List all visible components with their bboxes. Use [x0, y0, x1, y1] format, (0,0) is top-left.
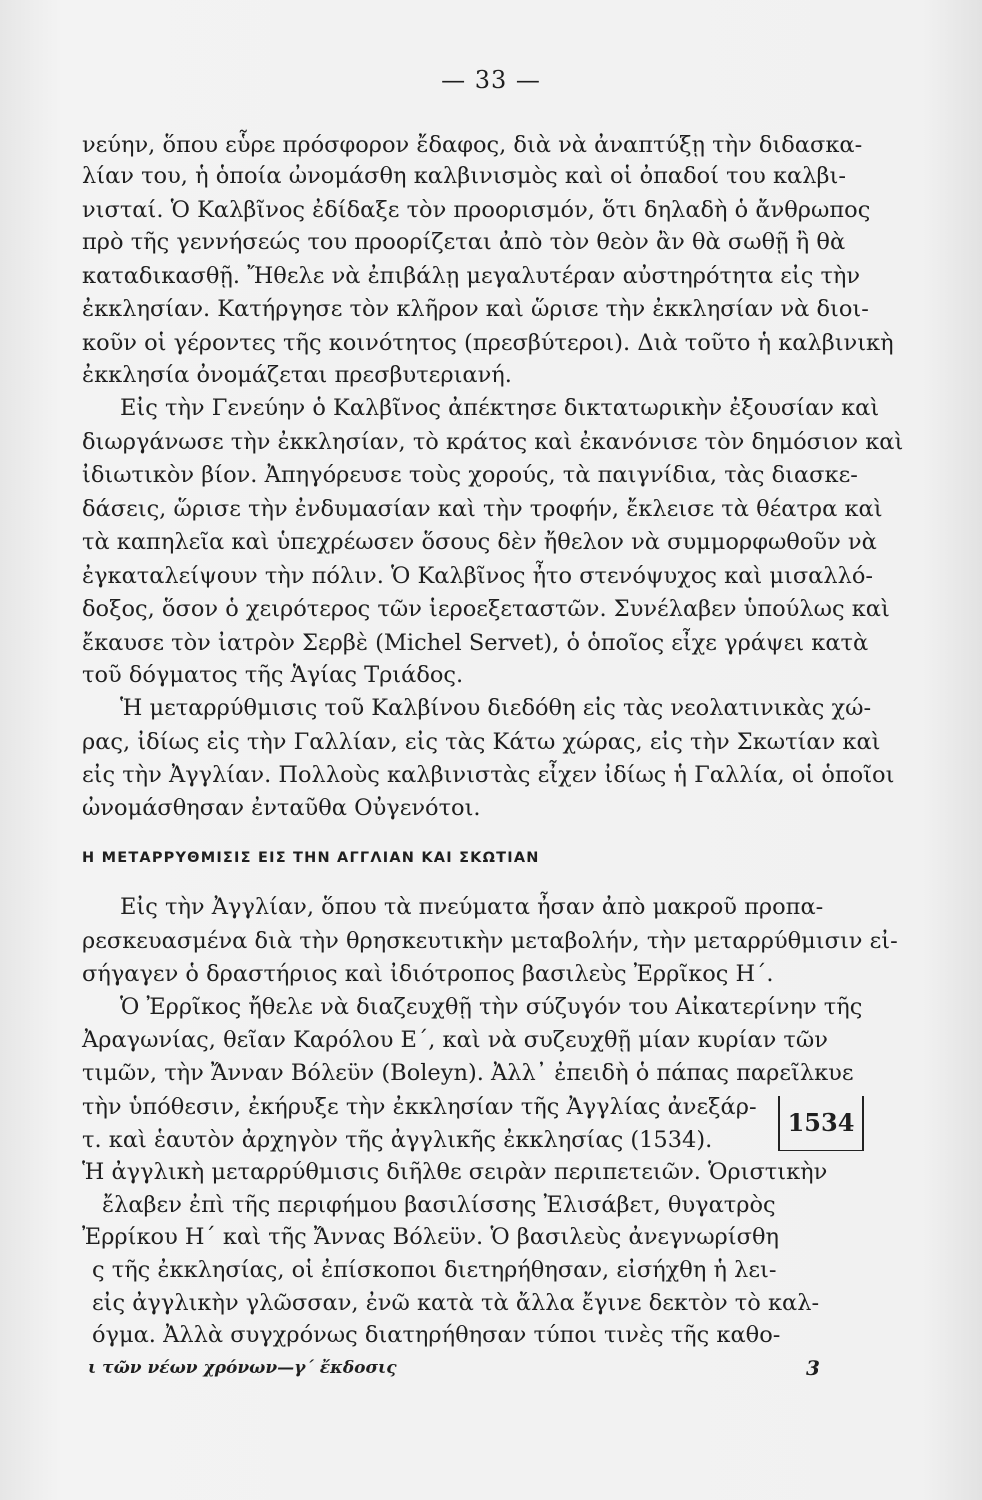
text-line: όγμα. Ἀλλὰ συγχρόνως διατηρήθησαν τύποι τινὲς τῆς καθο- [92, 1322, 781, 1348]
text-line: ρεσκευασμένα διὰ τὴν θρησκευτικὴν μεταβολήν, τὴν μεταρρύθμισιν εἰ- [82, 928, 898, 954]
text-line: Εἰς τὴν Ἀγγλίαν, ὅπου τὰ πνεύματα ἦσαν ἀπὸ μακροῦ προπα- [120, 894, 824, 920]
text-line: τὰ καπηλεῖα καὶ ὑπεχρέωσεν ὅσους δὲν ἤθελον νὰ συμμορφωθοῦν νὰ [82, 529, 877, 555]
text-line: εἰς ἀγγλικὴν γλῶσσαν, ἐνῶ κατὰ τὰ ἄλλα ἔγινε δεκτὸν τὸ καλ- [92, 1290, 820, 1316]
text-line: τιμῶν, τὴν Ἄνναν Βόλεϋν (Boleyn). Ἀλλ᾿ ἐπειδὴ ὁ πάπας παρεῖλκυε [82, 1060, 854, 1086]
text-line: ὠνομάσθησαν ἐνταῦθα Οὐγενότοι. [82, 795, 481, 821]
text-line: τοῦ δόγματος τῆς Ἁγίας Τριάδος. [82, 662, 464, 688]
signature-mark: 3 [806, 1356, 820, 1380]
text-line: δάσεις, ὥρισε τὴν ἐνδυμασίαν καὶ τὴν τροφήν, ἔκλεισε τὰ θέατρα καὶ [82, 496, 883, 522]
text-line: ἰδιωτικὸν βίον. Ἀπηγόρευσε τοὺς χορούς, τὰ παιγνίδια, τὰς διασκε- [82, 462, 858, 488]
text-line: πρὸ τῆς γεννήσεώς του προορίζεται ἀπὸ τὸν θεὸν ἂν θὰ σωθῇ ἢ θὰ [82, 229, 846, 255]
margin-year-note: 1534 [778, 1096, 864, 1151]
text-line: Ἀραγωνίας, θεῖαν Καρόλου Ε΄, καὶ νὰ συζευχθῇ μίαν κυρίαν τῶν [82, 1027, 828, 1053]
text-line: Ἡ ἀγγλικὴ μεταρρύθμισις διῆλθε σειρὰν περιπετειῶν. Ὁριστικὴν [82, 1159, 828, 1185]
text-line: σήγαγεν ὁ δραστήριος καὶ ἰδιότροπος βασιλεὺς Ἐρρῖκος Η΄. [82, 961, 774, 987]
text-line: νισταί. Ὁ Καλβῖνος ἐδίδαξε τὸν προορισμόν, ὅτι δηλαδὴ ὁ ἄνθρωπος [82, 197, 871, 223]
text-line: τὴν ὑπόθεσιν, ἐκήρυξε τὴν ἐκκλησίαν τῆς Ἀγγλίας ἀνεξάρ- [82, 1094, 757, 1120]
text-line: Ὁ Ἐρρῖκος ἤθελε νὰ διαζευχθῇ τὴν σύζυγόν του Αἰκατερίνην τῆς [120, 994, 863, 1020]
text-line: τ. καὶ ἑαυτὸν ἀρχηγὸν τῆς ἀγγλικῆς ἐκκλησίας (1534). [82, 1127, 713, 1153]
section-heading: Η ΜΕΤΑΡΡΥΘΜΙΣΙΣ ΕΙΣ ΤΗΝ ΑΓΓΛΙΑΝ ΚΑΙ ΣΚΩΤΙΑΝ [82, 850, 540, 866]
text-line: ἐκκλησίαν. Κατήργησε τὸν κλῆρον καὶ ὥρισε τὴν ἐκκλησίαν νὰ διοι- [82, 296, 869, 322]
text-line: Ἐρρίκου Η΄ καὶ τῆς Ἄννας Βόλεϋν. Ὁ βασιλεὺς ἀνεγνωρίσθη [82, 1224, 779, 1250]
text-line: Εἰς τὴν Γενεύην ὁ Καλβῖνος ἀπέκτησε δικτατωρικὴν ἐξουσίαν καὶ [120, 395, 880, 421]
footer-signature-line: ι τῶν νέων χρόνων—γ΄ ἔκδοσις [88, 1358, 397, 1378]
text-line: ἐγκαταλείψουν τὴν πόλιν. Ὁ Καλβῖνος ἦτο στενόψυχος καὶ μισαλλό- [82, 563, 874, 589]
text-line: ἐκκλησία ὀνομάζεται πρεσβυτεριανή. [82, 362, 512, 388]
text-line: δοξος, ὅσον ὁ χειρότερος τῶν ἱεροεξεταστῶν. Συνέλαβεν ὑπούλως καὶ [82, 596, 890, 622]
text-line: εἰς τὴν Ἀγγλίαν. Πολλοὺς καλβινιστὰς εἶχεν ἰδίως ἡ Γαλλία, οἱ ὁποῖοι [82, 762, 895, 788]
text-line: νεύην, ὅπου εὗρε πρόσφορον ἔδαφος, διὰ νὰ ἀναπτύξῃ τὴν διδασκα- [82, 132, 863, 158]
text-line: ς τῆς ἐκκλησίας, οἱ ἐπίσκοποι διετηρήθησαν, εἰσήχθη ἡ λει- [92, 1257, 777, 1283]
text-line: ἔκαυσε τὸν ἰατρὸν Σερβὲ (Michel Servet), ὁ ὁποῖος εἶχε γράψει κατὰ [82, 630, 869, 656]
text-line: καταδικασθῇ. Ἤθελε νὰ ἐπιβάλῃ μεγαλυτέραν αὐστηρότητα εἰς τὴν [82, 263, 861, 289]
text-line: κοῦν οἱ γέροντες τῆς κοινότητος (πρεσβύτεροι). Διὰ τοῦτο ἡ καλβινικὴ [82, 330, 894, 356]
text-line: Ἡ μεταρρύθμισις τοῦ Καλβίνου διεδόθη εἰς τὰς νεολατινικὰς χώ- [120, 695, 872, 721]
text-line: ρας, ἰδίως εἰς τὴν Γαλλίαν, εἰς τὰς Κάτω χώρας, εἰς τὴν Σκωτίαν καὶ [82, 729, 881, 755]
text-line: διωργάνωσε τὴν ἐκκλησίαν, τὸ κράτος καὶ ἐκανόνισε τὸν δημόσιον καὶ [82, 429, 904, 455]
page-number: — 33 — [441, 66, 541, 94]
text-line: ἔλαβεν ἐπὶ τῆς περιφήμου βασιλίσσης Ἐλισάβετ, θυγατρὸς [102, 1192, 776, 1218]
text-line: λίαν του, ἡ ὁποία ὠνομάσθη καλβινισμὸς καὶ οἱ ὀπαδοί του καλβι- [82, 163, 846, 189]
